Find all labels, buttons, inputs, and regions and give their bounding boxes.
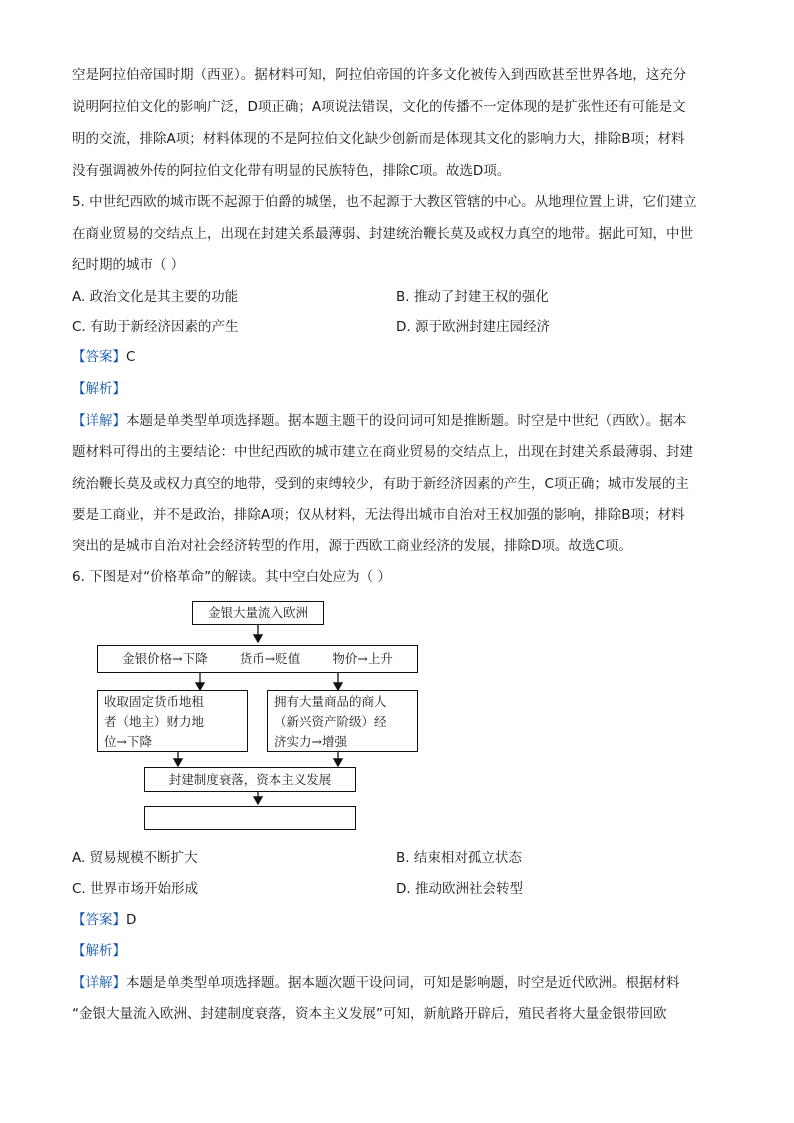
q6-answer <box>72 911 136 929</box>
analysis-tag: 【解析】 <box>72 381 126 397</box>
detail-text: 本题是单类型单项选择题。据本题主题干的设问词可知是推断题。时空是中世纪（西欧）。据本 <box>126 413 687 429</box>
chain-currency: 货币→贬值 <box>239 651 301 666</box>
right-box-line: 拥有大量商品的商人 <box>274 694 387 709</box>
q5-detail-line: 突出的是城市自治对社会经济转型的作用，源于西欧工商业经济的发展，排除D项。故选C项。 <box>72 538 632 554</box>
left-box-line: 收取固定货币地租 <box>104 694 205 709</box>
diagram-right-box <box>267 690 418 752</box>
q6-option-b: B. 结束相对孤立状态 <box>396 850 522 866</box>
q6-detail-line <box>72 974 680 992</box>
diagram-bottom-label: 封建制度衰落，资本主义发展 <box>168 772 332 787</box>
q6-analysis-tag <box>72 942 126 960</box>
diagram-top-label: 金银大量流入欧洲 <box>207 605 308 620</box>
answer-value: C <box>126 349 136 365</box>
diagram-left-box <box>97 690 248 752</box>
paragraph-line: 空是阿拉伯帝国时期（西亚）。据材料可知，阿拉伯帝国的许多文化被传入到西欧甚至世界各地，这充分 <box>72 67 687 83</box>
answer-tag: 【答案】 <box>72 912 126 928</box>
paragraph-line: 没有强调被外传的阿拉伯文化带有明显的民族特色，排除C项。故选D项。 <box>72 163 511 179</box>
q5-option-c: C. 有助于新经济因素的产生 <box>72 319 239 335</box>
q5-option-b: B. 推动了封建王权的强化 <box>396 289 549 305</box>
right-box-line: 济实力→增强 <box>274 734 347 749</box>
diagram-blank-box <box>144 806 356 830</box>
answer-value: D <box>126 912 137 928</box>
q6-option-a: A. 贸易规模不断扩大 <box>72 850 198 866</box>
paragraph-line: 说明阿拉伯文化的影响广泛，D项正确；A项说法错误，文化的传播不一定体现的是扩张性还有可能是文 <box>72 99 686 115</box>
q6-option-c: C. 世界市场开始形成 <box>72 881 199 897</box>
detail-text: 本题是单类型单项选择题。据本题次题干设问词，可知是影响题，时空是近代欧洲。根据材料 <box>126 975 680 991</box>
answer-tag: 【答案】 <box>72 349 126 365</box>
diagram-bottom-box <box>144 767 356 792</box>
diagram-chain-box <box>97 645 418 673</box>
q5-stem-line: 在商业贸易的交结点上，出现在封建关系最薄弱、封建统治鞭长莫及或权力真空的地带。据此可知，中世 <box>72 226 693 242</box>
paragraph-line: 明的交流，排除A项；材料体现的不是阿拉伯文化缺少创新而是体现其文化的影响力大，排除B项；材料 <box>72 131 685 147</box>
left-box-line: 者（地主）财力地 <box>104 714 205 729</box>
q6-detail-line: “金银大量流入欧洲、封建制度衰落，资本主义发展”可知，新航路开辟后，殖民者将大量金银带回欧 <box>72 1006 667 1022</box>
q5-option-a: A. 政治文化是其主要的功能 <box>72 289 239 305</box>
q5-detail-line: 要是工商业，并不是政治，排除A项；仅从材料，无法得出城市自治对王权加强的影响，排除B项；材料 <box>72 507 685 523</box>
q5-detail-line: 题材料可得出的主要结论：中世纪西欧的城市建立在商业贸易的交结点上，出现在封建关系最薄弱、封建 <box>72 444 693 460</box>
q5-detail-line: 统治鞭长莫及或权力真空的地带，受到的束缚较少，有助于新经济因素的产生，C项正确；城市发展的主 <box>72 476 689 492</box>
detail-tag: 【详解】 <box>72 975 126 991</box>
q5-stem-line: 5. 中世纪西欧的城市既不起源于伯爵的城堡，也不起源于大教区管辖的中心。从地理位置上讲，它们建立 <box>72 194 697 210</box>
chain-price: 物价→上升 <box>332 651 393 666</box>
left-box-line: 位→下降 <box>104 734 152 749</box>
q6-option-d: D. 推动欧洲社会转型 <box>396 881 523 897</box>
diagram-top-box <box>192 601 324 625</box>
right-box-line: （新兴资产阶级）经 <box>274 714 387 729</box>
chain-gold: 金银价格→下降 <box>122 651 208 666</box>
analysis-tag: 【解析】 <box>72 943 126 959</box>
detail-tag: 【详解】 <box>72 413 126 429</box>
q5-stem-line: 纪时期的城市（ ） <box>72 257 185 273</box>
q6-stem: 6. 下图是对“价格革命”的解读。其中空白处应为（ ） <box>72 569 391 585</box>
q5-option-d: D. 源于欧洲封建庄园经济 <box>396 319 550 335</box>
diagram-chain-row <box>98 646 417 672</box>
